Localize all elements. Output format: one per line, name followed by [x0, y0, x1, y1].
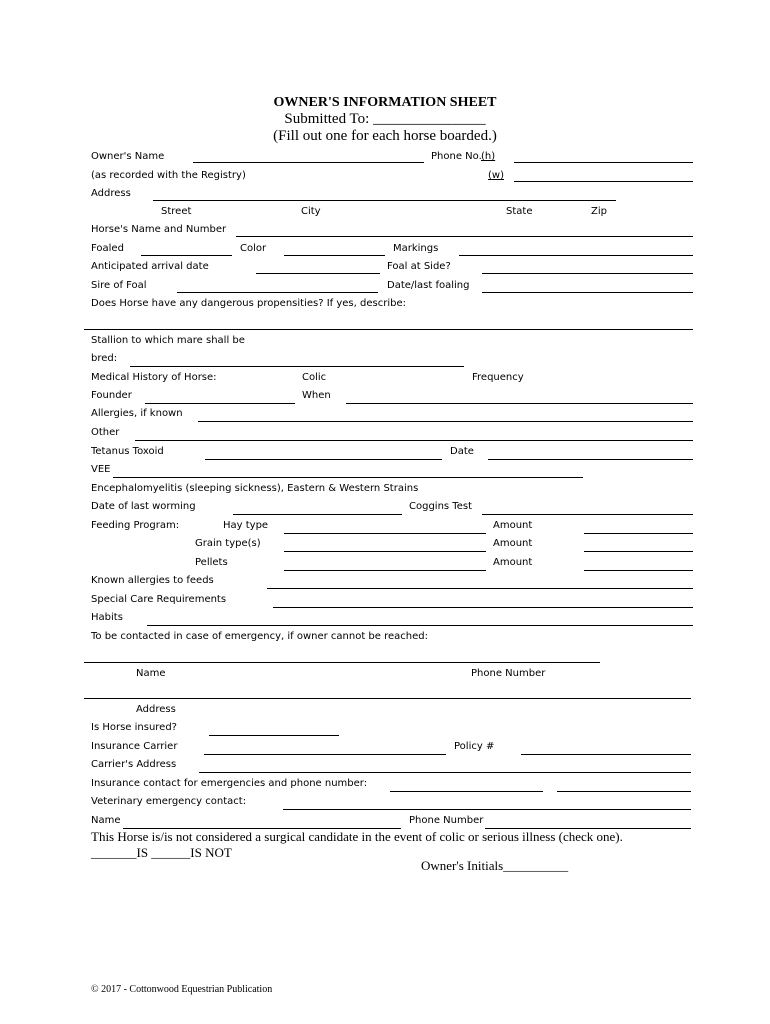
bred-label: bred:: [91, 353, 118, 364]
insured-label: Is Horse insured?: [91, 722, 177, 733]
founder-label: Founder: [91, 390, 132, 401]
phone-work-field[interactable]: [514, 181, 693, 182]
emergency-address-label: Address: [136, 704, 176, 715]
horse-name-field[interactable]: [236, 236, 693, 237]
allergies-label: Allergies, if known: [91, 408, 183, 419]
frequency-label: Frequency: [472, 372, 524, 383]
surgical-statement: This Horse is/is not considered a surgical candidate in the event of colic or serious illness (check one).: [91, 829, 623, 844]
feeding-program-label: Feeding Program:: [91, 520, 180, 531]
street-label: Street: [161, 206, 192, 217]
sire-label: Sire of Foal: [91, 280, 147, 291]
colic-label: Colic: [302, 372, 327, 383]
stallion-label: Stallion to which mare shall be: [91, 335, 245, 346]
vet-name-label: Name: [91, 815, 121, 826]
carrier-address-label: Carrier's Address: [91, 759, 177, 770]
zip-label: Zip: [591, 206, 607, 217]
founder-field[interactable]: [145, 403, 295, 404]
emergency-name-field[interactable]: [84, 662, 600, 663]
hay-type-field[interactable]: [284, 533, 486, 534]
last-worming-field[interactable]: [233, 514, 402, 515]
encephalo-label: Encephalomyelitis (sleeping sickness), Eastern & Western Strains: [91, 483, 419, 494]
medical-history-label: Medical History of Horse:: [91, 372, 217, 383]
carrier-field[interactable]: [204, 754, 446, 755]
last-worming-label: Date of last worming: [91, 501, 196, 512]
city-label: City: [301, 206, 321, 217]
owners-name-label: Owner's Name: [91, 151, 165, 162]
owners-name-field[interactable]: [193, 162, 424, 163]
insurance-phone-field[interactable]: [557, 791, 691, 792]
emergency-name-label: Name: [136, 668, 166, 679]
date-last-foaling-field[interactable]: [482, 292, 693, 293]
color-label: Color: [240, 243, 267, 254]
foaled-label: Foaled: [91, 243, 124, 254]
is-options[interactable]: _______IS ______IS NOT: [91, 845, 232, 860]
carrier-label: Insurance Carrier: [91, 741, 178, 752]
emergency-address-field[interactable]: [84, 698, 691, 699]
grain-amount-label: Amount: [493, 538, 533, 549]
pellets-amount-field[interactable]: [584, 570, 693, 571]
when-field[interactable]: [346, 403, 693, 404]
phone-work-label: (w): [488, 170, 504, 181]
hay-amount-field[interactable]: [584, 533, 693, 534]
color-field[interactable]: [284, 255, 385, 256]
address-label: Address: [91, 188, 131, 199]
markings-label: Markings: [393, 243, 439, 254]
grain-amount-field[interactable]: [584, 551, 693, 552]
emergency-phone-label: Phone Number: [471, 668, 546, 679]
phone-home-field[interactable]: [514, 162, 693, 163]
known-allergies-field[interactable]: [267, 588, 693, 589]
arrival-label: Anticipated arrival date: [91, 261, 209, 272]
tetanus-field[interactable]: [205, 459, 442, 460]
pellets-field[interactable]: [284, 570, 486, 571]
markings-field[interactable]: [459, 255, 693, 256]
tetanus-label: Tetanus Toxoid: [91, 446, 164, 457]
vee-label: VEE: [91, 464, 111, 475]
state-label: State: [506, 206, 533, 217]
tetanus-date-field[interactable]: [488, 459, 693, 460]
vee-field[interactable]: [113, 477, 583, 478]
pellets-amount-label: Amount: [493, 557, 533, 568]
insurance-contact-field[interactable]: [390, 791, 543, 792]
phone-no-label: Phone No.: [431, 151, 482, 162]
instruction-text: (Fill out one for each horse boarded.): [273, 128, 497, 144]
bred-field[interactable]: [130, 366, 464, 367]
coggins-label: Coggins Test: [409, 501, 472, 512]
foal-at-side-label: Foal at Side?: [387, 261, 451, 272]
phone-home-label: (h): [481, 151, 496, 162]
submitted-to: Submitted To: _______________: [284, 111, 486, 127]
foal-at-side-field[interactable]: [482, 273, 693, 274]
tetanus-date-label: Date: [450, 446, 474, 457]
dangerous-label: Does Horse have any dangerous propensities? If yes, describe:: [91, 298, 406, 309]
habits-label: Habits: [91, 612, 123, 623]
policy-label: Policy #: [454, 741, 495, 752]
other-label: Other: [91, 427, 120, 438]
sire-field[interactable]: [177, 292, 378, 293]
other-field[interactable]: [135, 440, 693, 441]
coggins-field[interactable]: [482, 514, 693, 515]
copyright: © 2017 - Cottonwood Equestrian Publication: [91, 984, 273, 995]
policy-field[interactable]: [521, 754, 691, 755]
date-last-foaling-label: Date/last foaling: [387, 280, 470, 291]
arrival-field[interactable]: [256, 273, 380, 274]
when-label: When: [302, 390, 331, 401]
hay-type-label: Hay type: [223, 520, 269, 531]
page-title: OWNER'S INFORMATION SHEET: [273, 95, 497, 110]
hay-amount-label: Amount: [493, 520, 533, 531]
owners-initials[interactable]: Owner's Initials__________: [421, 858, 569, 873]
known-allergies-label: Known allergies to feeds: [91, 575, 214, 586]
vet-contact-field[interactable]: [283, 809, 691, 810]
pellets-label: Pellets: [195, 557, 228, 568]
recorded-note: (as recorded with the Registry): [91, 170, 246, 181]
allergies-field[interactable]: [198, 421, 693, 422]
special-care-field[interactable]: [273, 607, 693, 608]
emergency-note: To be contacted in case of emergency, if owner cannot be reached:: [91, 631, 428, 642]
vet-contact-label: Veterinary emergency contact:: [91, 796, 247, 807]
address-field[interactable]: [153, 200, 616, 201]
habits-field[interactable]: [147, 625, 693, 626]
grain-type-label: Grain type(s): [195, 538, 261, 549]
vet-phone-label: Phone Number: [409, 815, 484, 826]
carrier-address-field[interactable]: [199, 772, 691, 773]
horse-name-label: Horse's Name and Number: [91, 224, 227, 235]
insured-field[interactable]: [209, 735, 339, 736]
special-care-label: Special Care Requirements: [91, 594, 227, 605]
foaled-field[interactable]: [141, 255, 232, 256]
grain-type-field[interactable]: [284, 551, 486, 552]
dangerous-field[interactable]: [84, 329, 693, 330]
insurance-contact-label: Insurance contact for emergencies and phone number:: [91, 778, 368, 789]
